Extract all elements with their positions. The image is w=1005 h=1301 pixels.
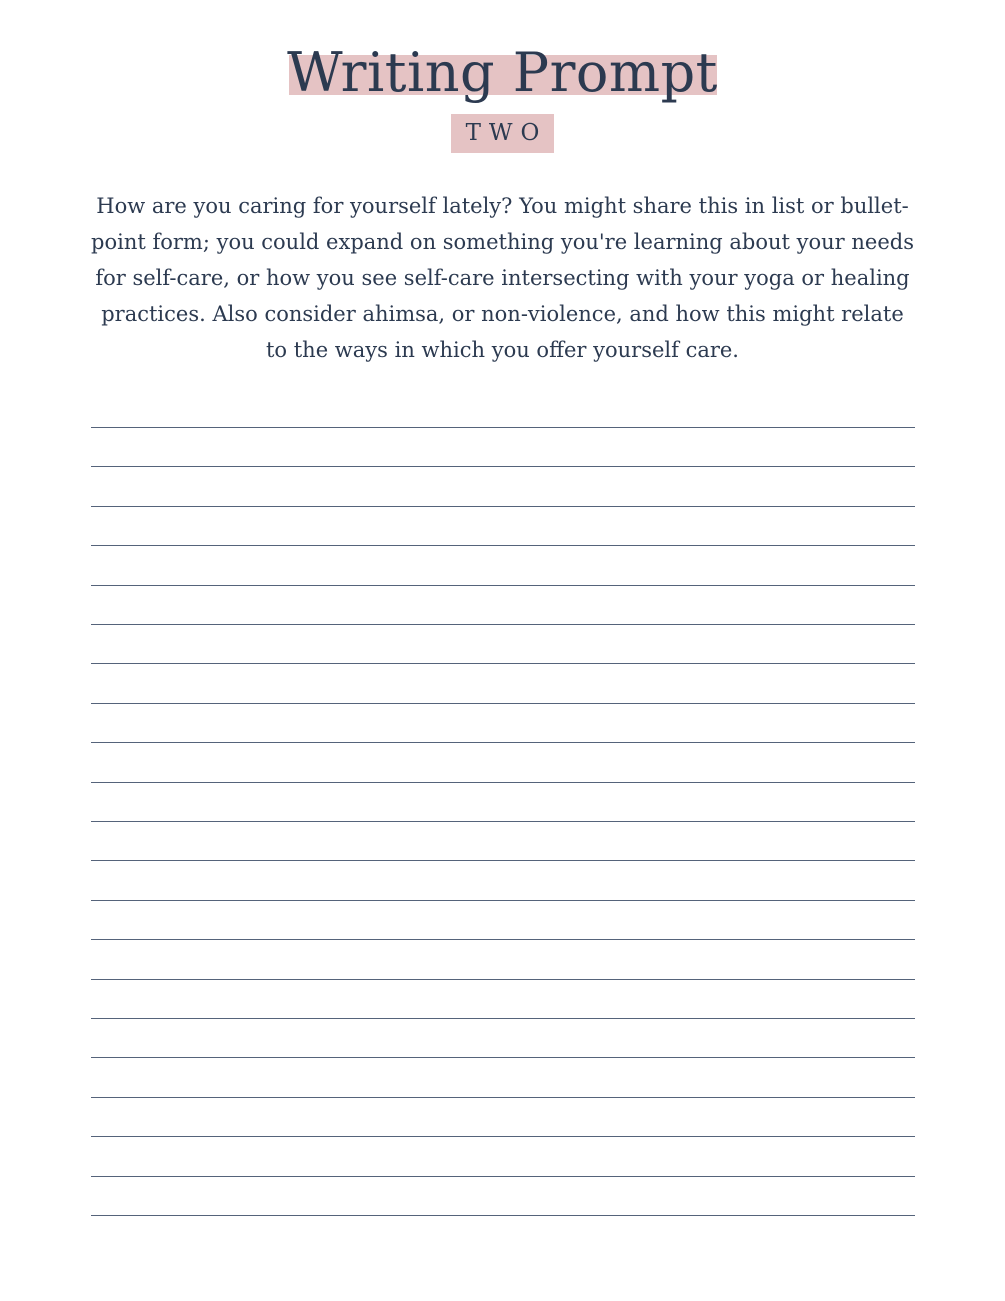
prompt-number: TWO xyxy=(465,120,548,146)
writing-line xyxy=(91,663,915,664)
writing-line xyxy=(91,821,915,822)
writing-line xyxy=(91,979,915,980)
writing-line xyxy=(91,466,915,467)
writing-line xyxy=(91,1097,915,1098)
writing-line xyxy=(91,585,915,586)
writing-line xyxy=(91,427,915,428)
writing-line xyxy=(91,1136,915,1137)
title-block xyxy=(0,40,1005,106)
writing-line xyxy=(91,782,915,783)
prompt-text: How are you caring for yourself lately? You might share this in list or bullet-point form; you could expand on something you're learning about your needs for self-care, or how you see self-care intersecting with your yoga or healing practices. Also consider ahimsa, or non-violence, and how this might relate to the ways in which you offer yourself care. xyxy=(91,194,914,362)
writing-line xyxy=(91,703,915,704)
writing-line xyxy=(91,1176,915,1177)
writing-line xyxy=(91,939,915,940)
writing-line xyxy=(91,624,915,625)
writing-lines-area[interactable] xyxy=(91,427,915,1227)
writing-line xyxy=(91,860,915,861)
subtitle-badge xyxy=(451,114,554,153)
writing-line xyxy=(91,1018,915,1019)
writing-line xyxy=(91,900,915,901)
writing-line xyxy=(91,1057,915,1058)
writing-line xyxy=(91,1215,915,1216)
writing-line xyxy=(91,545,915,546)
page-title: Writing Prompt xyxy=(287,41,718,104)
writing-line xyxy=(91,742,915,743)
writing-line xyxy=(91,506,915,507)
